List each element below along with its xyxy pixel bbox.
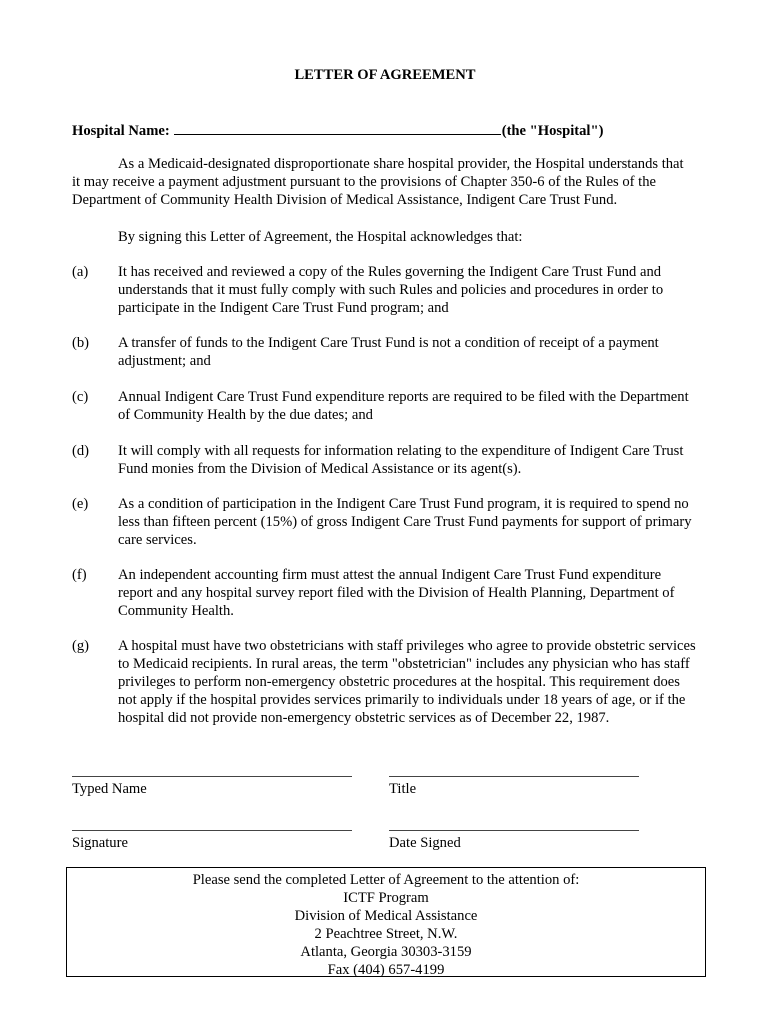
list-item bbox=[72, 388, 698, 424]
list-item bbox=[72, 637, 698, 727]
item-text: It has received and reviewed a copy of the Rules governing the Indigent Care Trust Fund and understands that it must fully comply with such Rules and policies and procedures in order to participate in the Indigent Care Trust Fund program; and bbox=[118, 264, 664, 316]
date-signed-line[interactable] bbox=[389, 830, 639, 831]
intro-paragraph: As a Medicaid-designated disproportionate share hospital provider, the Hospital understands that it may receive a payment adjustment pursuant to the provisions of Chapter 350-6 of the Rules of the Department of Community Health Division of Medical Assistance, Indigent Care Trust Fund. bbox=[72, 156, 684, 208]
item-text: An independent accounting firm must attest the annual Indigent Care Trust Fund expenditure report and any hospital survey report filed with the Division of Health Planning, Department of Community Health. bbox=[118, 567, 675, 619]
item-label: (f) bbox=[72, 567, 87, 583]
list-item bbox=[72, 566, 698, 620]
item-label: (g) bbox=[72, 638, 90, 654]
hospital-name-label: Hospital Name: bbox=[72, 123, 170, 139]
date-signed-label: Date Signed bbox=[389, 835, 461, 851]
item-text: It will comply with all requests for information relating to the expenditure of Indigent Care Trust Fund monies from the Division of Medical Assistance or its agent(s). bbox=[118, 443, 684, 477]
send-fax: Fax (404) 657-4199 bbox=[327, 962, 445, 978]
typed-name-label: Typed Name bbox=[72, 781, 147, 797]
list-item bbox=[72, 263, 698, 317]
list-item bbox=[72, 442, 698, 478]
mailing-instructions-box bbox=[66, 867, 706, 977]
list-item bbox=[72, 495, 698, 549]
send-division: Division of Medical Assistance bbox=[294, 908, 478, 924]
send-program: ICTF Program bbox=[343, 890, 429, 906]
item-text: As a condition of participation in the Indigent Care Trust Fund program, it is required to spend no less than fifteen percent (15%) of gross Indigent Care Trust Fund payments for support of primary care services. bbox=[118, 496, 692, 548]
hospital-name-line bbox=[72, 120, 603, 140]
signature-label: Signature bbox=[72, 835, 128, 851]
send-instruction: Please send the completed Letter of Agreement to the attention of: bbox=[192, 872, 580, 888]
signature-line[interactable] bbox=[72, 830, 352, 831]
item-label: (e) bbox=[72, 496, 89, 512]
list-item bbox=[72, 334, 698, 370]
hospital-name-suffix: (the "Hospital") bbox=[501, 123, 604, 139]
item-label: (c) bbox=[72, 389, 89, 405]
typed-name-line[interactable] bbox=[72, 776, 352, 777]
item-label: (b) bbox=[72, 335, 90, 351]
item-label: (a) bbox=[72, 264, 89, 280]
document-title: LETTER OF AGREEMENT bbox=[294, 67, 476, 83]
item-text: A transfer of funds to the Indigent Care Trust Fund is not a condition of receipt of a payment adjustment; and bbox=[118, 335, 659, 369]
acknowledgement-line: By signing this Letter of Agreement, the Hospital acknowledges that: bbox=[118, 229, 523, 245]
title-line[interactable] bbox=[389, 776, 639, 777]
send-city: Atlanta, Georgia 30303-3159 bbox=[300, 944, 472, 960]
item-label: (d) bbox=[72, 443, 90, 459]
item-text: Annual Indigent Care Trust Fund expenditure reports are required to be filed with the Department of Community Health by the due dates; and bbox=[118, 389, 689, 423]
hospital-name-field[interactable] bbox=[174, 120, 501, 135]
title-label: Title bbox=[389, 781, 417, 797]
item-text: A hospital must have two obstetricians with staff privileges who agree to provide obstetric services to Medicaid recipients. In rural areas, the term "obstetrician" includes any physician who has staff privileges to perform non-emergency obstetric procedures at the hospital. This requirement does not apply if the hospital provides services primarily to individuals under 18 years of age, or if the hospital did not provide non-emergency obstetric services as of December 22, 1987. bbox=[118, 638, 696, 726]
send-street: 2 Peachtree Street, N.W. bbox=[314, 926, 458, 942]
